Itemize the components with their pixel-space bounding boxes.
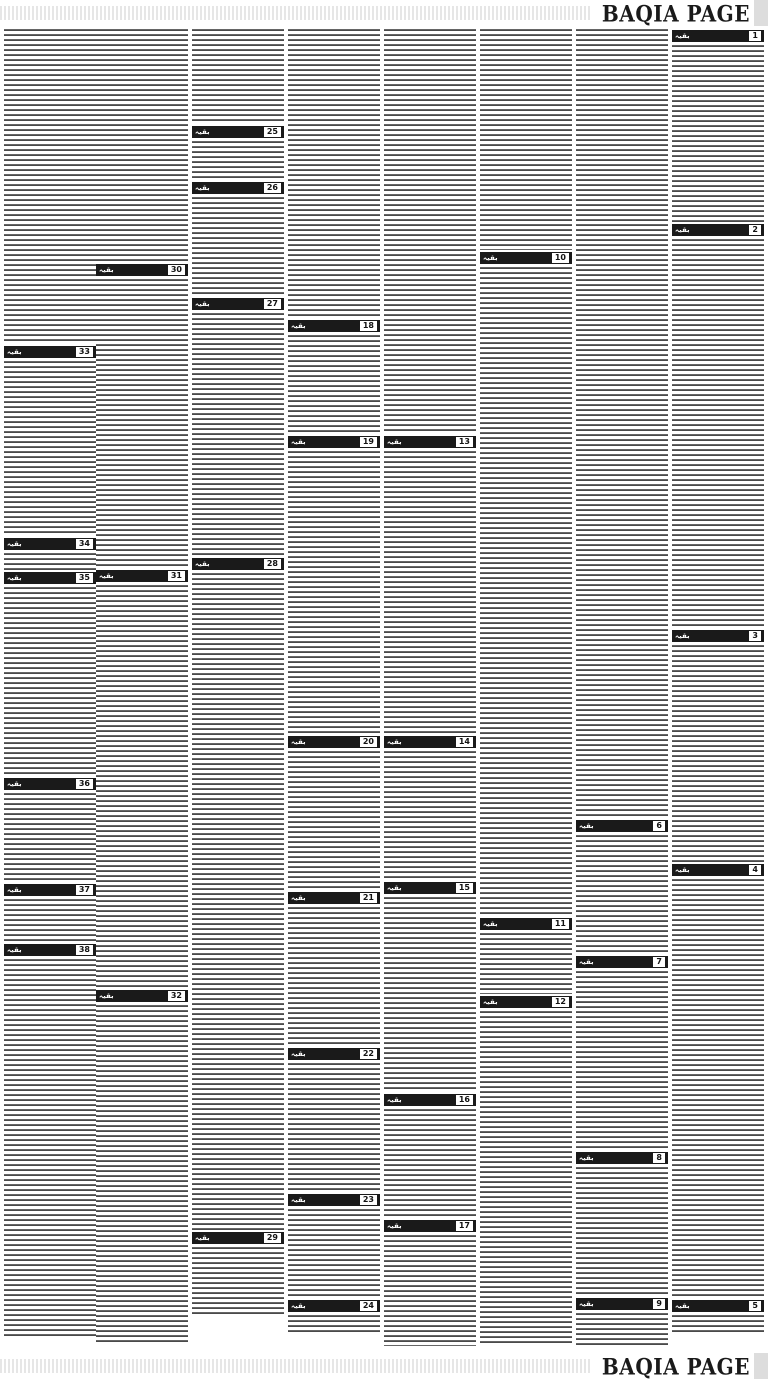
article-text xyxy=(4,958,96,1338)
column-6 xyxy=(192,28,284,1346)
section-tag: بقیہ 21 xyxy=(288,892,380,904)
section-tag: بقیہ 29 xyxy=(192,1232,284,1244)
column-2 xyxy=(576,28,668,1346)
article-text xyxy=(672,44,764,222)
section-tag: بقیہ 32 xyxy=(96,990,188,1002)
section-tag: بقیہ 2 xyxy=(672,224,764,236)
header-stripes xyxy=(0,6,598,20)
section-tag: بقیہ 35 xyxy=(4,572,96,584)
section-tag: بقیہ 23 xyxy=(288,1194,380,1206)
article-text xyxy=(480,266,572,916)
column-1 xyxy=(672,28,764,1346)
article-text xyxy=(192,196,284,296)
article-text xyxy=(288,450,380,734)
section-tag: بقیہ 26 xyxy=(192,182,284,194)
article-text xyxy=(192,28,284,124)
article-text xyxy=(384,1108,476,1218)
article-text xyxy=(4,586,96,776)
article-text xyxy=(192,140,284,180)
section-tag: بقیہ 4 xyxy=(672,864,764,876)
section-tag: بقیہ 34 xyxy=(4,538,96,550)
article-text xyxy=(576,1166,668,1296)
article-text xyxy=(4,898,96,942)
article-text xyxy=(672,238,764,628)
section-tag: بقیہ 9 xyxy=(576,1298,668,1310)
article-text xyxy=(384,1234,476,1346)
section-tag: بقیہ 17 xyxy=(384,1220,476,1232)
section-tag: بقیہ 38 xyxy=(4,944,96,956)
section-tag: بقیہ 31 xyxy=(96,570,188,582)
section-tag: بقیہ 15 xyxy=(384,882,476,894)
section-tag: بقیہ 25 xyxy=(192,126,284,138)
section-tag: بقیہ 11 xyxy=(480,918,572,930)
article-text xyxy=(288,334,380,434)
section-tag: بقیہ 13 xyxy=(384,436,476,448)
section-tag: بقیہ 36 xyxy=(4,778,96,790)
article-text xyxy=(96,278,188,568)
section-tag: بقیہ 1 xyxy=(672,30,764,42)
column-4 xyxy=(384,28,476,1346)
article-text xyxy=(4,360,96,536)
article-text xyxy=(576,970,668,1150)
section-tag: بقیہ 16 xyxy=(384,1094,476,1106)
article-text xyxy=(480,1010,572,1346)
section-tag: بقیہ 8 xyxy=(576,1152,668,1164)
article-text xyxy=(288,906,380,1046)
article-text xyxy=(672,1314,764,1334)
article-text xyxy=(576,1312,668,1346)
section-tag: بقیہ 37 xyxy=(4,884,96,896)
article-text xyxy=(672,878,764,1298)
article-text xyxy=(384,896,476,1092)
article-text xyxy=(672,644,764,862)
footer-stripes xyxy=(0,1359,598,1373)
article-text xyxy=(4,28,96,344)
article-text xyxy=(384,750,476,880)
section-tag: بقیہ 12 xyxy=(480,996,572,1008)
article-text xyxy=(384,28,476,434)
article-text xyxy=(384,450,476,734)
section-tag: بقیہ 14 xyxy=(384,736,476,748)
article-text xyxy=(288,1208,380,1298)
section-tag: بقیہ 28 xyxy=(192,558,284,570)
article-text xyxy=(96,28,188,262)
article-text xyxy=(96,584,188,988)
article-text xyxy=(192,572,284,1230)
article-text xyxy=(288,28,380,318)
section-tag: بقیہ 7 xyxy=(576,956,668,968)
section-tag: بقیہ 18 xyxy=(288,320,380,332)
article-text xyxy=(576,834,668,954)
article-text xyxy=(4,552,96,570)
header-bar xyxy=(0,0,768,26)
column-7 xyxy=(96,28,188,1346)
section-tag: بقیہ 5 xyxy=(672,1300,764,1312)
article-text xyxy=(288,1314,380,1334)
section-tag: بقیہ 27 xyxy=(192,298,284,310)
article-text xyxy=(288,750,380,890)
header-title: BAQIA PAGE xyxy=(601,0,750,28)
section-tag: بقیہ 24 xyxy=(288,1300,380,1312)
footer-title: BAQIA PAGE xyxy=(601,1353,750,1380)
article-text xyxy=(480,28,572,250)
section-tag: بقیہ 20 xyxy=(288,736,380,748)
article-text xyxy=(192,1246,284,1316)
section-tag: بقیہ 19 xyxy=(288,436,380,448)
section-tag: بقیہ 3 xyxy=(672,630,764,642)
footer-bar xyxy=(0,1353,768,1379)
section-tag: بقیہ 10 xyxy=(480,252,572,264)
section-tag: بقیہ 6 xyxy=(576,820,668,832)
section-tag: بقیہ 22 xyxy=(288,1048,380,1060)
article-text xyxy=(288,1062,380,1192)
columns xyxy=(4,28,764,1346)
column-3 xyxy=(480,28,572,1346)
article-text xyxy=(4,792,96,882)
section-tag: بقیہ 30 xyxy=(96,264,188,276)
column-5 xyxy=(288,28,380,1346)
article-text xyxy=(96,1004,188,1344)
article-text xyxy=(576,28,668,818)
article-text xyxy=(480,932,572,994)
article-text xyxy=(192,312,284,556)
column-8 xyxy=(4,28,96,1346)
section-tag: بقیہ 33 xyxy=(4,346,96,358)
